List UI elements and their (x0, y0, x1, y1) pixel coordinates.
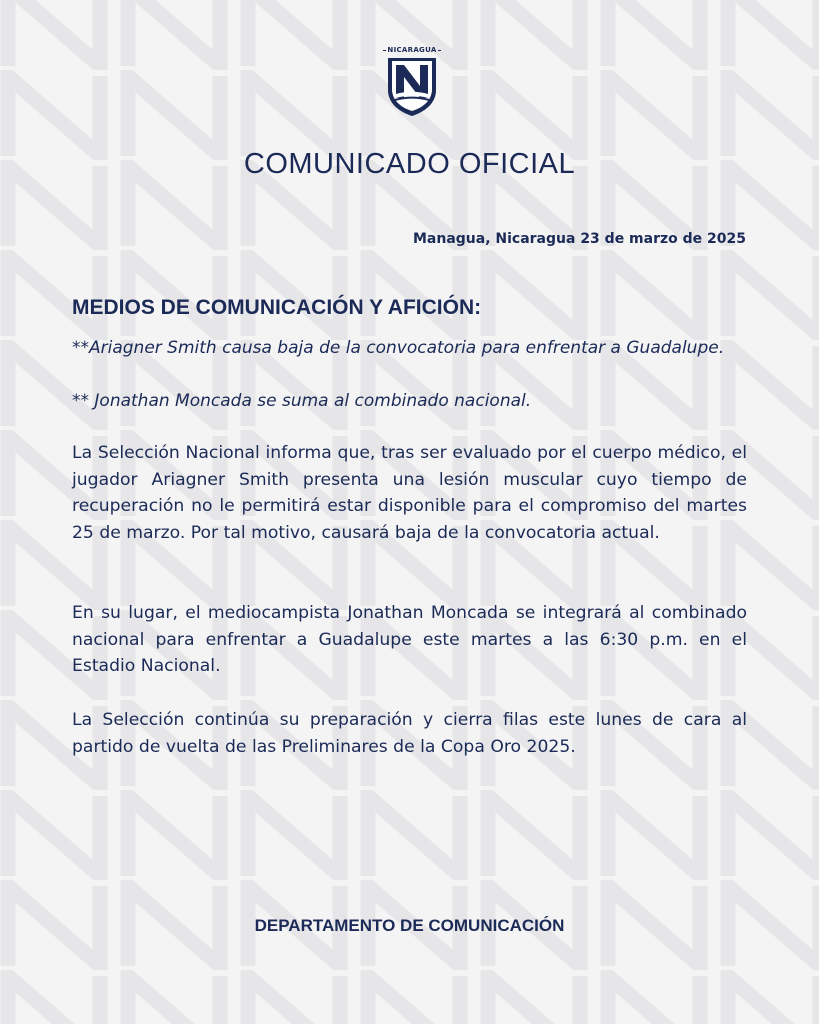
note-line: **Ariagner Smith causa baja de la convocatoria para enfrentar a Guadalupe. (72, 338, 725, 358)
dateline: Managua, Nicaragua 23 de marzo de 2025 (412, 231, 746, 247)
note-line: ** Jonathan Moncada se suma al combinado nacional. (72, 391, 532, 411)
logo-wordmark: NICARAGUA (382, 44, 442, 56)
body-paragraph: La Selección Nacional informa que, tras ser evaluado por el cuerpo médico, el jugador Ariagner Smith presenta una lesión muscular cuyo tiempo de recuperación no le permitirá estar disponible para el compromiso del martes 25 de marzo. Por tal motivo, causará baja de la convocatoria actual. (72, 443, 747, 543)
shield-icon (382, 56, 442, 118)
body-paragraph: En su lugar, el mediocampista Jonathan Moncada se integrará al combinado nacional para enfrentar a Guadalupe este martes a las 6:30 p.m. en el Estadio Nacional. (72, 603, 747, 676)
body-paragraph: La Selección continúa su preparación y cierra filas este lunes de cara al partido de vuelta de las Preliminares de la Copa Oro 2025. (72, 710, 747, 757)
section-heading: MEDIOS DE COMUNICACIÓN Y AFICIÓN: (72, 296, 482, 319)
signature-department: DEPARTAMENTO DE COMUNICACIÓN (254, 916, 565, 935)
page-title: COMUNICADO OFICIAL (243, 148, 576, 180)
federation-logo (382, 44, 442, 118)
